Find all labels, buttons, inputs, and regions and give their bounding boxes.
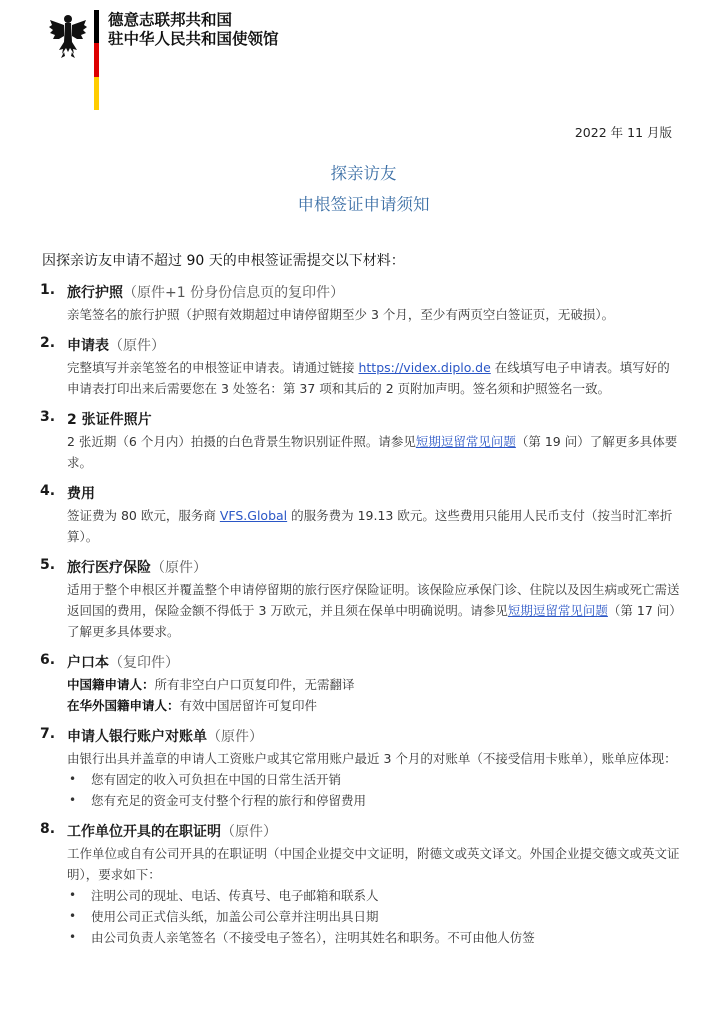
line-text: 所有非空白户口页复印件，无需翻译 — [154, 677, 355, 692]
item-note: （复印件） — [109, 655, 179, 671]
body-text: 签证费为 80 欧元，服务商 — [67, 508, 220, 523]
requirement-item-1 — [40, 282, 680, 325]
body-text: 完整填写并亲笔签名的申根签证申请表。请通过链接 — [67, 360, 359, 375]
bullet-list — [67, 885, 680, 948]
item-note: （原件） — [221, 824, 277, 840]
requirement-item-7 — [40, 726, 680, 811]
item-body — [67, 431, 680, 473]
item-number: 2. — [40, 335, 56, 351]
item-title: 费用 — [67, 486, 95, 502]
item-number: 4. — [40, 483, 56, 499]
item-title: 旅行护照 — [67, 285, 123, 301]
item-title: 旅行医疗保险 — [67, 560, 151, 576]
intro-text: 因探亲访友申请不超过 90 天的申根签证需提交以下材料： — [42, 253, 405, 269]
requirements-list — [40, 282, 680, 958]
item-number: 8. — [40, 821, 56, 837]
embassy-name — [108, 11, 279, 49]
item-body — [67, 357, 680, 399]
item-note: （原件+1 份身份信息页的复印件） — [123, 285, 345, 301]
item-number: 5. — [40, 557, 56, 573]
requirement-item-8 — [40, 821, 680, 948]
item-body — [67, 579, 680, 642]
faq-link[interactable]: 短期逗留常见问题 — [415, 434, 516, 449]
requirement-item-6 — [40, 652, 680, 716]
body-text: （第 19 问）了解更多具体要求。 — [67, 434, 678, 470]
item-number: 3. — [40, 409, 56, 425]
requirement-item-4 — [40, 483, 680, 547]
bullet-item: • 您有充足的资金可支付整个行程的旅行和停留费用 — [67, 790, 680, 811]
item-title: 工作单位开具的在职证明 — [67, 824, 221, 840]
item-title: 申请表 — [67, 338, 109, 354]
item-title: 户口本 — [67, 655, 109, 671]
body-text: 适用于整个申根区并覆盖整个申请停留期的旅行医疗保险证明。该保险应承保门诊、住院以及因生病或死亡需送返回国的费用，保险金额不得低于 3 万欧元，并且须在保单中明确说明。请参见 — [67, 582, 680, 618]
line-label: 在华外国籍申请人： — [67, 698, 180, 713]
page-subtitle: 申根签证申请须知 — [297, 195, 430, 214]
bullet-item: • 您有固定的收入可负担在中国的日常生活开销 — [67, 769, 680, 790]
faq-link[interactable]: 短期逗留常见问题 — [507, 603, 608, 618]
line-text: 有效中国居留许可复印件 — [179, 698, 318, 713]
item-title: 申请人银行账户对账单 — [67, 729, 207, 745]
foreign-applicant-line — [67, 695, 680, 716]
page-title: 探亲访友 — [330, 164, 397, 183]
item-number: 1. — [40, 282, 56, 298]
body-text: 在线填写电子申请表。填写好的申请表打印出来后需要您在 3 处签名：第 37 项和其后的 2 页附加声明。签名须和护照签名一致。 — [67, 360, 670, 396]
header-line-2: 驻中华人民共和国使领馆 — [108, 30, 279, 48]
body-text: （第 17 问）了解更多具体要求。 — [67, 603, 676, 639]
body-text: 2 张近期（6 个月内）拍摄的白色背景生物识别证件照。请参见 — [67, 434, 416, 449]
item-body: 由银行出具并盖章的申请人工资账户或其它常用账户最近 3 个月的对账单（不接受信用卡账单），账单应体现： — [67, 751, 677, 766]
item-body — [67, 505, 680, 547]
bullet-item: • 注明公司的现址、电话、传真号、电子邮箱和联系人 — [67, 885, 680, 906]
item-note: （原件） — [151, 560, 207, 576]
header-line-1: 德意志联邦共和国 — [108, 11, 233, 29]
requirement-item-2 — [40, 335, 680, 399]
requirement-item-3 — [40, 409, 680, 473]
vfs-global-link[interactable]: VFS.Global — [219, 508, 288, 523]
item-number: 7. — [40, 726, 56, 742]
bullet-list — [67, 769, 680, 811]
edition-date: 2022 年 11 月版 — [574, 125, 672, 140]
german-flag-bar — [94, 10, 99, 110]
item-title: 2 张证件照片 — [67, 412, 152, 428]
line-label: 中国籍申请人： — [67, 677, 155, 692]
federal-eagle-icon — [48, 12, 88, 60]
requirement-item-5 — [40, 557, 680, 642]
item-number: 6. — [40, 652, 56, 668]
videx-link[interactable]: https://videx.diplo.de — [358, 360, 491, 375]
bullet-item: • 使用公司正式信头纸，加盖公司公章并注明出具日期 — [67, 906, 680, 927]
chinese-applicant-line — [67, 674, 680, 695]
body-text: 的服务费为 19.13 欧元。这些费用只能用人民币支付（按当时汇率折算）。 — [67, 508, 673, 544]
item-body: 亲笔签名的旅行护照（护照有效期超过申请停留期至少 3 个月，至少有两页空白签证页，无破损）。 — [67, 307, 615, 322]
item-note: （原件） — [109, 338, 165, 354]
bullet-item: • 由公司负责人亲笔签名（不接受电子签名），注明其姓名和职务。不可由他人仿签 — [67, 927, 680, 948]
item-body: 工作单位或自有公司开具的在职证明（中国企业提交中文证明，附德文或英文译文。外国企业提交德文或英文证明），要求如下： — [67, 846, 680, 882]
item-note: （原件） — [207, 729, 263, 745]
